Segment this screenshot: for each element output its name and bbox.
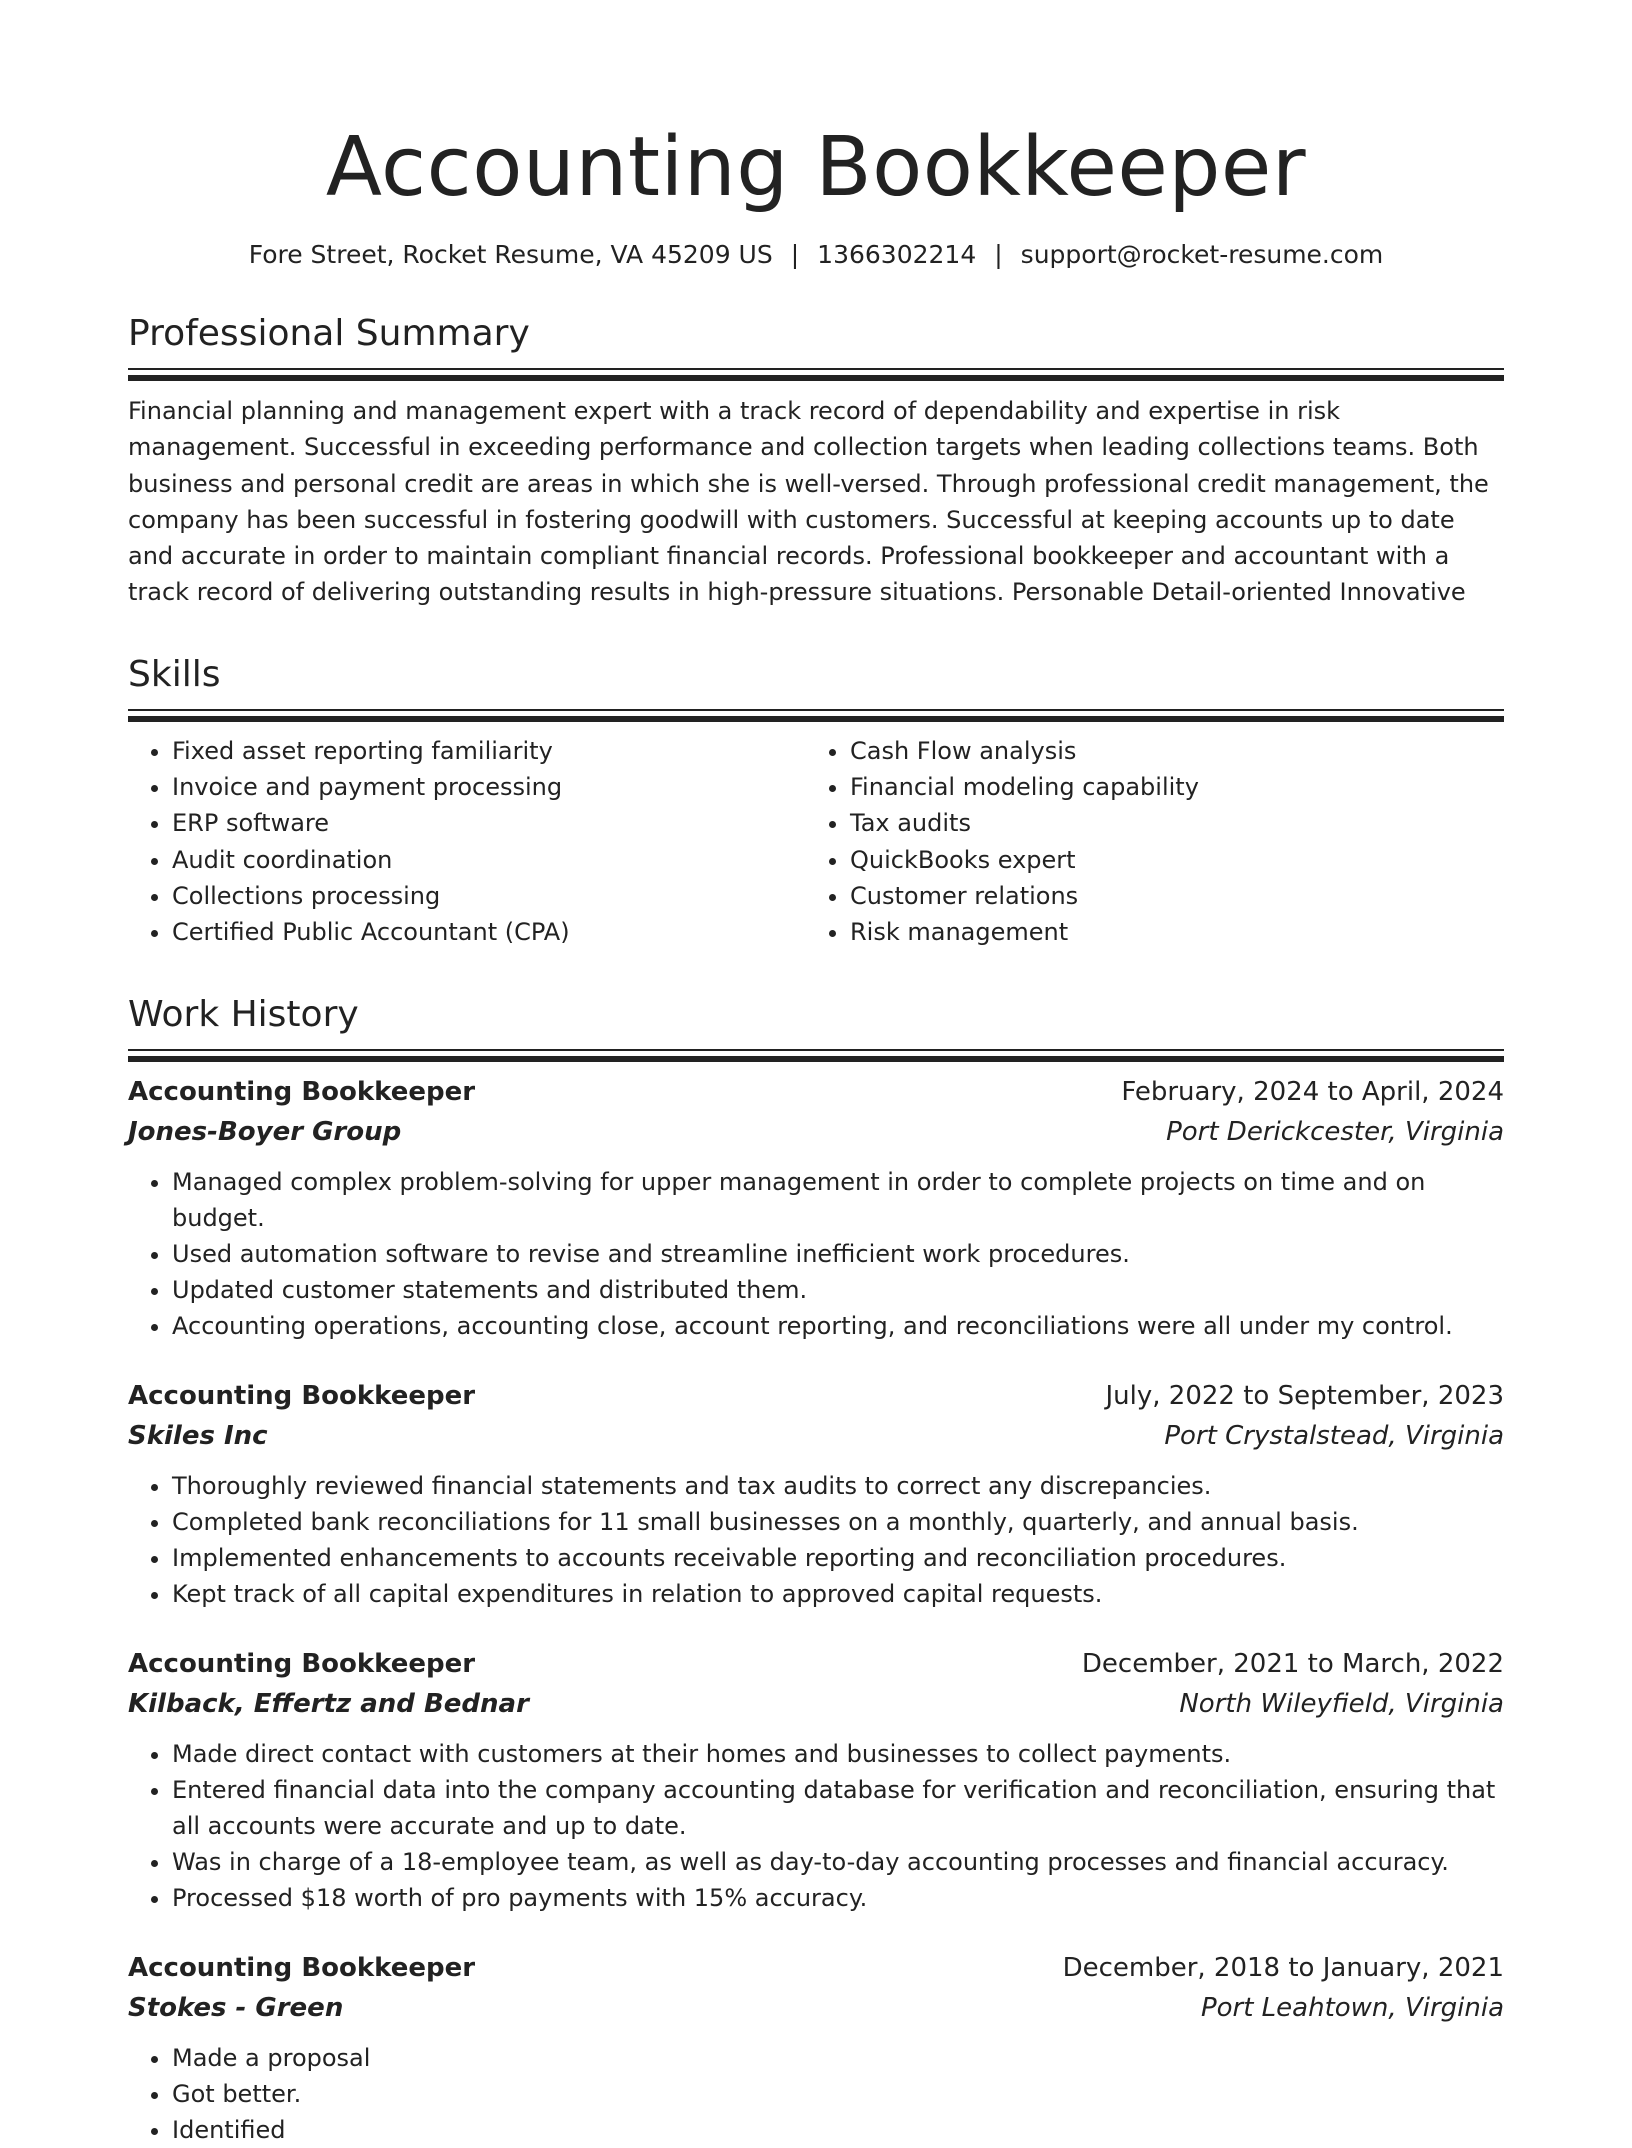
job-title: Accounting Bookkeeper bbox=[128, 1076, 476, 1107]
skills-grid bbox=[128, 733, 1504, 951]
job-header bbox=[128, 1072, 1504, 1112]
job-company: Jones-Boyer Group bbox=[128, 1116, 402, 1147]
job-dates: December, 2021 to March, 2022 bbox=[1081, 1648, 1504, 1679]
skills-list-left bbox=[128, 733, 806, 951]
contact-email: support@rocket-resume.com bbox=[1020, 240, 1384, 269]
job-bullet: • Used automation software to revise and streamline inefficient work procedures. bbox=[172, 1236, 1504, 1272]
section-title-skills: Skills bbox=[128, 653, 221, 695]
job-location: North Wileyfield, Virginia bbox=[1179, 1688, 1504, 1719]
job-bullets bbox=[128, 1468, 1504, 1612]
job-bullet: • Accounting operations, accounting close, account reporting, and reconciliations were all under my control. bbox=[172, 1308, 1504, 1344]
job-company: Skiles Inc bbox=[128, 1420, 268, 1451]
job-entry bbox=[128, 1644, 1504, 1916]
contact-separator: | bbox=[994, 240, 1003, 269]
job-bullet: • Kept track of all capital expenditures in relation to approved capital requests. bbox=[172, 1576, 1504, 1612]
job-bullet: • Thoroughly reviewed financial statements and tax audits to correct any discrepancies. bbox=[172, 1468, 1504, 1504]
job-bullets bbox=[128, 2040, 1504, 2148]
job-company: Stokes - Green bbox=[128, 1992, 344, 2023]
contact-phone: 1366302214 bbox=[817, 240, 977, 269]
skill-item: • QuickBooks expert bbox=[850, 842, 1484, 878]
contact-line bbox=[128, 238, 1504, 272]
section-divider bbox=[128, 709, 1504, 722]
skills-list-right bbox=[806, 733, 1484, 951]
job-entry bbox=[128, 1948, 1504, 2148]
resume-name: Accounting Bookkeeper bbox=[325, 120, 1307, 215]
job-bullet: • Managed complex problem-solving for upper management in order to complete projects on time and on budget. bbox=[172, 1164, 1504, 1236]
job-bullet: • Got better. bbox=[172, 2076, 1504, 2112]
job-bullet: • Processed $18 worth of pro payments with 15% accuracy. bbox=[172, 1880, 1504, 1916]
job-location: Port Derickcester, Virginia bbox=[1166, 1116, 1504, 1147]
job-bullets bbox=[128, 1736, 1504, 1916]
job-bullet: • Entered financial data into the company accounting database for verification and reconciliation, ensuring that all accounts were accurate and up to date. bbox=[172, 1772, 1504, 1844]
job-title: Accounting Bookkeeper bbox=[128, 1380, 476, 1411]
job-bullet: • Implemented enhancements to accounts receivable reporting and reconciliation procedures. bbox=[172, 1540, 1504, 1576]
job-bullet: • Identified bbox=[172, 2112, 1504, 2148]
job-bullets bbox=[128, 1164, 1504, 1344]
job-entry bbox=[128, 1376, 1504, 1612]
skill-item: • Audit coordination bbox=[172, 842, 806, 878]
skill-item: • Fixed asset reporting familiarity bbox=[172, 733, 806, 769]
skill-item: • Financial modeling capability bbox=[850, 769, 1484, 805]
job-dates: December, 2018 to January, 2021 bbox=[1062, 1952, 1504, 1983]
job-bullet: • Made a proposal bbox=[172, 2040, 1504, 2076]
section-title-work-history: Work History bbox=[128, 993, 359, 1035]
job-header bbox=[128, 1376, 1504, 1416]
skill-item: • Customer relations bbox=[850, 878, 1484, 914]
summary-section bbox=[128, 312, 1504, 611]
skill-item: • Invoice and payment processing bbox=[172, 769, 806, 805]
job-location: Port Crystalstead, Virginia bbox=[1164, 1420, 1504, 1451]
section-divider bbox=[128, 1049, 1504, 1062]
skill-item: • Risk management bbox=[850, 914, 1484, 950]
job-bullet: • Updated customer statements and distributed them. bbox=[172, 1272, 1504, 1308]
section-title-summary: Professional Summary bbox=[128, 313, 530, 354]
section-divider bbox=[128, 368, 1504, 381]
job-subheader bbox=[128, 1416, 1504, 1456]
skill-item: • Collections processing bbox=[172, 878, 806, 914]
job-dates: July, 2022 to September, 2023 bbox=[1105, 1380, 1504, 1411]
job-bullet: • Made direct contact with customers at their homes and businesses to collect payments. bbox=[172, 1736, 1504, 1772]
skill-item: • Tax audits bbox=[850, 805, 1484, 841]
summary-text: Financial planning and management expert with a track record of dependability and expertise in risk management. Successful in exceeding performance and collection targets when leading collections teams. Both business and personal credit are areas in which she is well-versed. Through professional credit management, the company has been successful in fostering goodwill with customers. Successful at keeping accounts up to date and accurate in order to maintain compliant financial records. Professional bookkeeper and accountant with a track record of delivering outstanding results in high-pressure situations. Personable Detail-oriented Innovative bbox=[128, 397, 1489, 607]
resume-content bbox=[128, 118, 1504, 2148]
job-subheader bbox=[128, 1684, 1504, 1724]
contact-separator: | bbox=[790, 240, 800, 269]
job-subheader bbox=[128, 1988, 1504, 2028]
skills-section bbox=[128, 653, 1504, 951]
job-subheader bbox=[128, 1112, 1504, 1152]
job-title: Accounting Bookkeeper bbox=[128, 1648, 476, 1679]
skill-item: • ERP software bbox=[172, 805, 806, 841]
job-dates: February, 2024 to April, 2024 bbox=[1121, 1076, 1504, 1107]
job-company: Kilback, Effertz and Bednar bbox=[128, 1688, 529, 1719]
job-bullet: • Completed bank reconciliations for 11 small businesses on a monthly, quarterly, and annual basis. bbox=[172, 1504, 1504, 1540]
skill-item: • Cash Flow analysis bbox=[850, 733, 1484, 769]
job-bullet: • Was in charge of a 18-employee team, as well as day-to-day accounting processes and financial accuracy. bbox=[172, 1844, 1504, 1880]
contact-address: Fore Street, Rocket Resume, VA 45209 US bbox=[248, 240, 773, 269]
job-title: Accounting Bookkeeper bbox=[128, 1952, 476, 1983]
job-header bbox=[128, 1644, 1504, 1684]
job-entry bbox=[128, 1072, 1504, 1344]
job-location: Port Leahtown, Virginia bbox=[1200, 1992, 1504, 2023]
skill-item: • Certified Public Accountant (CPA) bbox=[172, 914, 806, 950]
work-history-section bbox=[128, 993, 1504, 2148]
job-header bbox=[128, 1948, 1504, 1988]
